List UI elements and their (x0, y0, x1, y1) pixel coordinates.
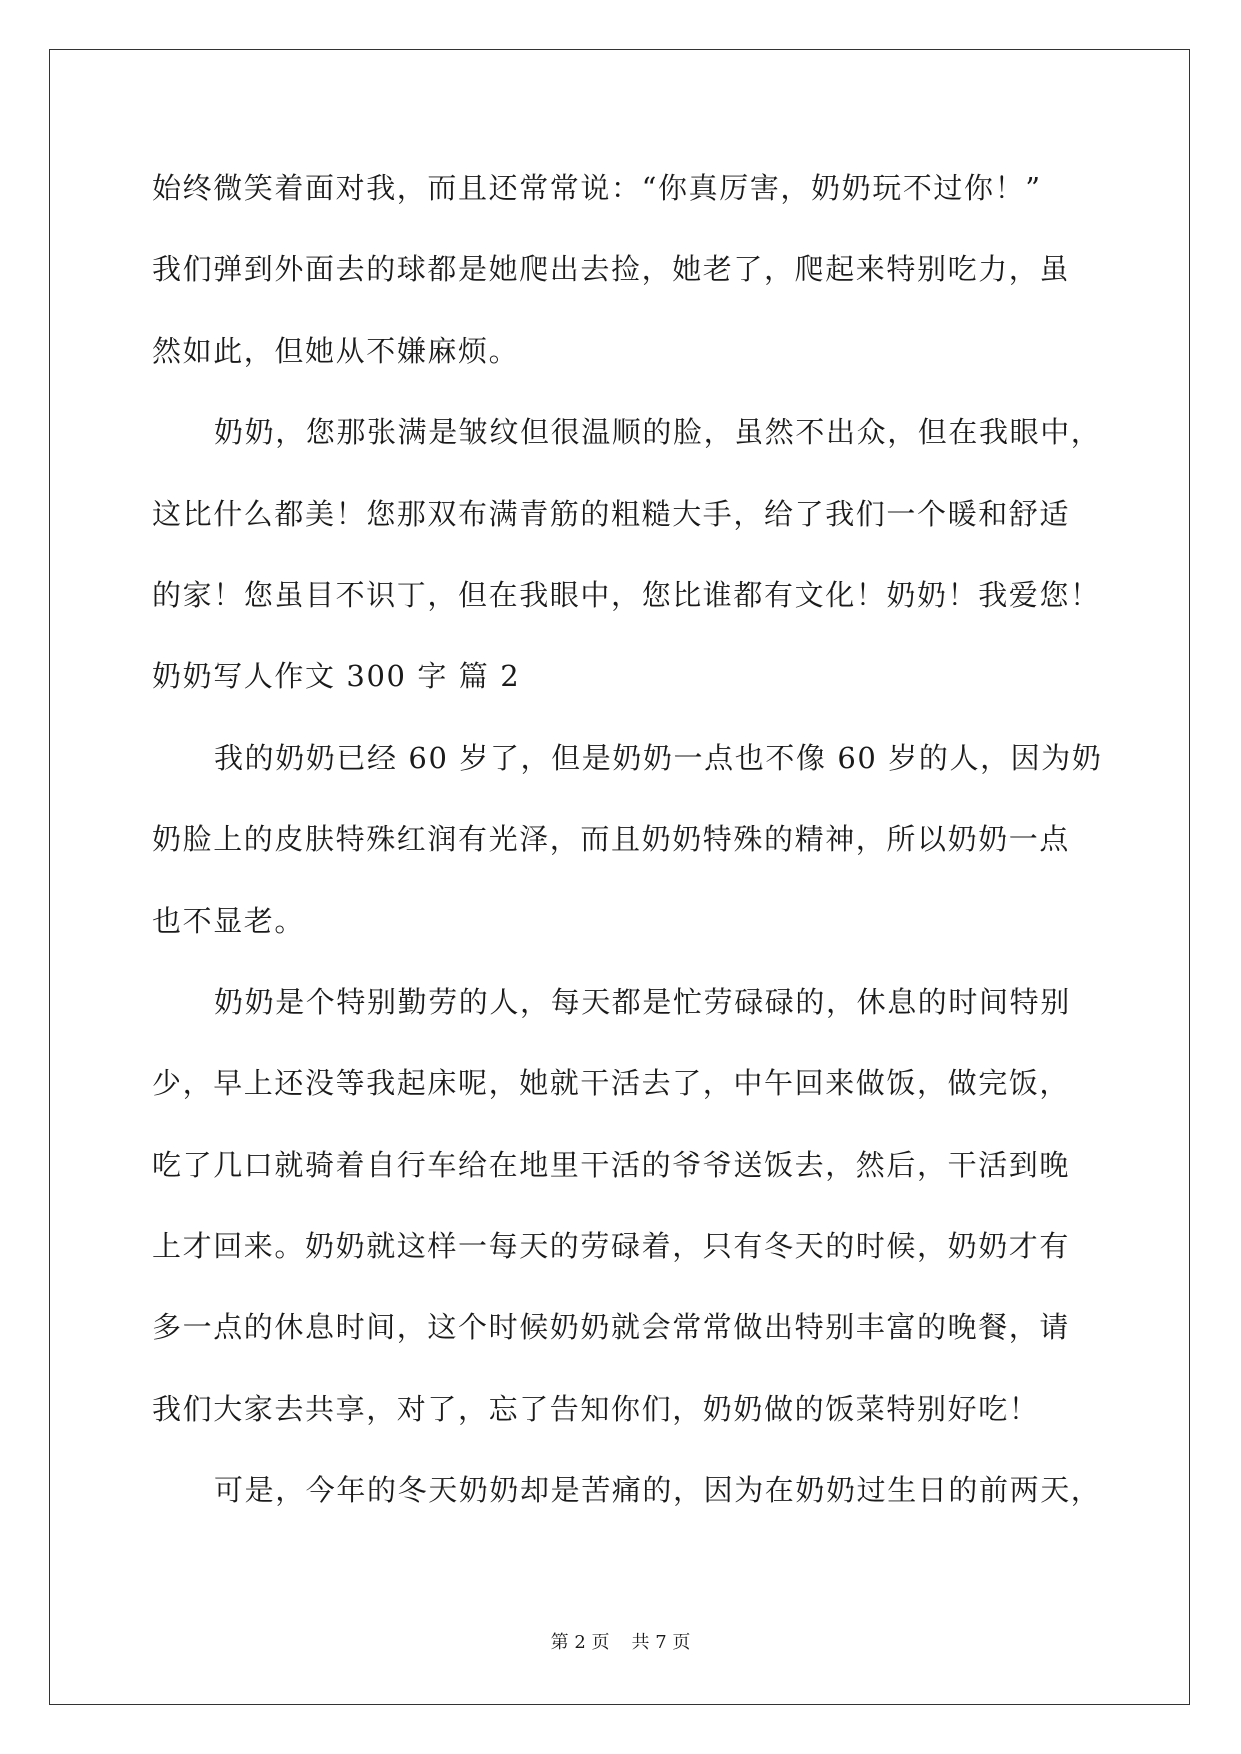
text-line: 多一点的休息时间，这个时候奶奶就会常常做出特别丰富的晚餐，请 (152, 1310, 1071, 1345)
page-footer (0, 1628, 1241, 1654)
text-line: 这比什么都美！您那双布满青筋的粗糙大手，给了我们一个暖和舒适 (152, 496, 1071, 531)
section-heading: 奶奶写人作文 300 字 篇 2 (152, 659, 521, 694)
document-body (152, 168, 1103, 1552)
page-total: 共 7 页 (631, 1632, 691, 1653)
text-line: 奶脸上的皮肤特殊红润有光泽，而且奶奶特殊的精神，所以奶奶一点 (152, 822, 1071, 857)
text-line: 奶奶是个特别勤劳的人，每天都是忙劳碌碌的，休息的时间特别 (214, 984, 1071, 1019)
text-line: 我们弹到外面去的球都是她爬出去捡，她老了，爬起来特别吃力，虽 (152, 252, 1071, 287)
text-line: 的家！您虽目不识丁，但在我眼中，您比谁都有文化！奶奶！我爱您！ (152, 577, 1101, 612)
text-line: 少，早上还没等我起床呢，她就干活去了，中午回来做饭，做完饭， (152, 1066, 1071, 1101)
text-line: 吃了几口就骑着自行车给在地里干活的爷爷送饭去，然后，干活到晚 (152, 1147, 1071, 1182)
text-line: 我的奶奶已经 60 岁了，但是奶奶一点也不像 60 岁的人，因为奶 (214, 740, 1103, 775)
text-line: 上才回来。奶奶就这样一每天的劳碌着，只有冬天的时候，奶奶才有 (152, 1229, 1071, 1264)
text-line: 然如此，但她从不嫌麻烦。 (152, 333, 520, 368)
text-line: 始终微笑着面对我，而且还常常说：“你真厉害，奶奶玩不过你！” (152, 171, 1042, 205)
text-line: 也不显老。 (152, 903, 306, 938)
text-line: 我们大家去共享，对了，忘了告知你们，奶奶做的饭菜特别好吃！ (152, 1391, 1040, 1426)
text-line: 可是，今年的冬天奶奶却是苦痛的，因为在奶奶过生日的前两天， (214, 1473, 1102, 1508)
text-line: 奶奶，您那张满是皱纹但很温顺的脸，虽然不出众，但在我眼中， (214, 415, 1102, 450)
page-number: 第 2 页 (550, 1632, 610, 1653)
